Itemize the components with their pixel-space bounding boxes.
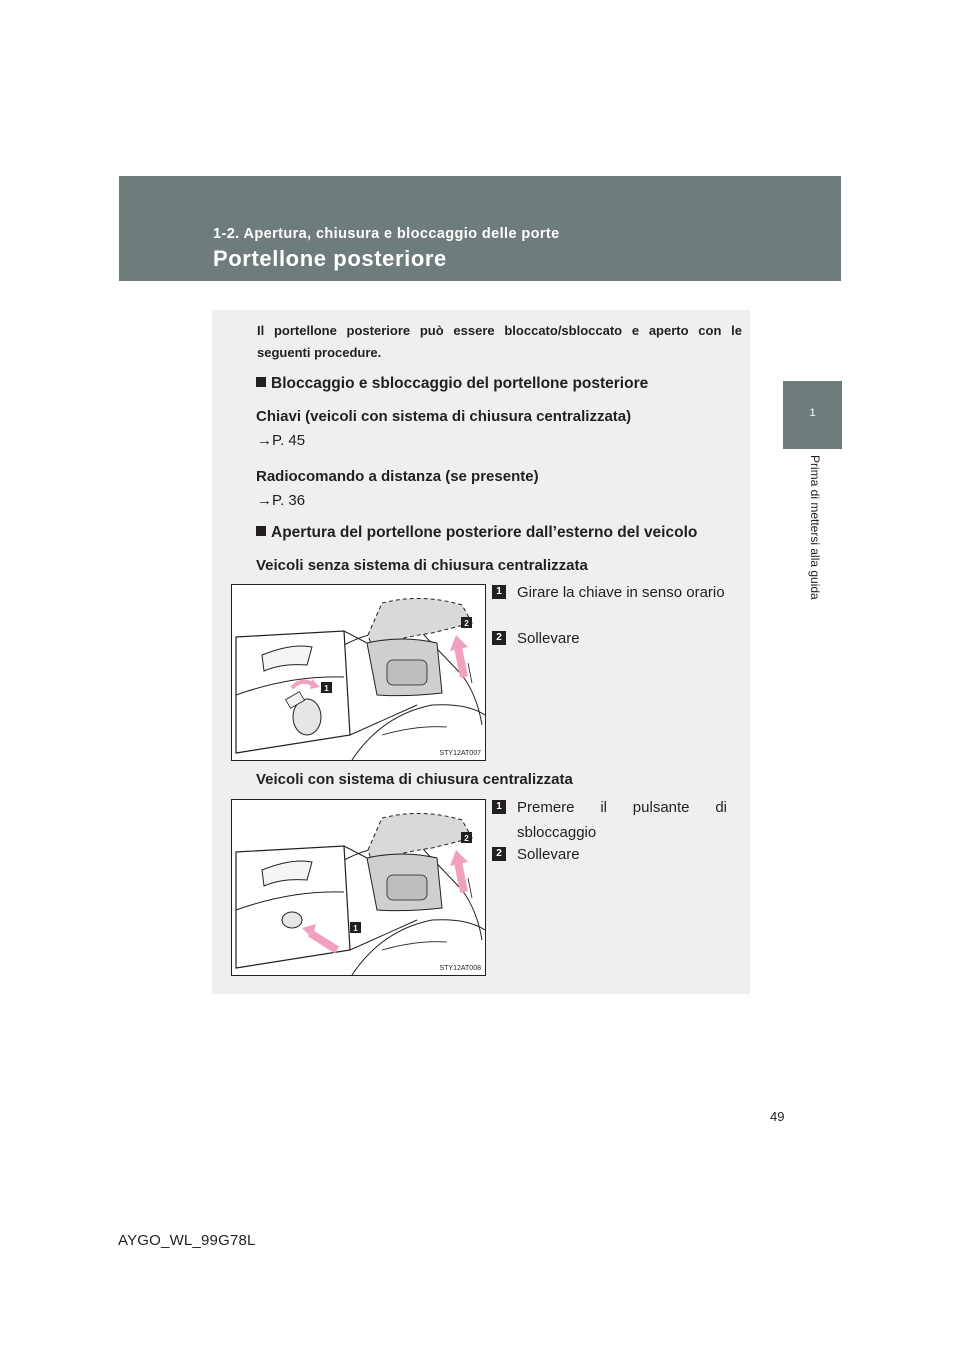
figure-button-unlock	[231, 799, 486, 976]
case2-title: Veicoli con sistema di chiusura centralizzata	[256, 771, 573, 788]
section-title: 1-2. Apertura, chiusura e bloccaggio delle porte	[213, 226, 560, 242]
step-number-badge: 2	[492, 631, 506, 645]
square-bullet-icon	[256, 377, 266, 387]
case1-step-2	[492, 626, 727, 651]
svg-text:1: 1	[353, 924, 358, 933]
step-text: Sollevare	[517, 630, 580, 647]
item-keys-ref-link[interactable]: →P. 45	[257, 432, 306, 449]
chapter-number: 1	[809, 407, 816, 419]
page-title: Portellone posteriore	[213, 246, 447, 271]
document-code: AYGO_WL_99G78L	[118, 1232, 256, 1249]
svg-text:2: 2	[464, 619, 469, 628]
step-text: Premere il pulsante di sbloccaggio	[517, 799, 727, 841]
case1-title: Veicoli senza sistema di chiusura centralizzata	[256, 557, 588, 574]
case2-step-2	[492, 842, 727, 867]
section-heading-open	[256, 524, 697, 542]
page-number: 49	[770, 1109, 785, 1124]
figure-code: STY12AT007	[439, 750, 481, 757]
square-bullet-icon	[256, 526, 266, 536]
case2-step-1	[492, 795, 727, 845]
section-heading-open-text: Apertura del portellone posteriore dall’esterno del veicolo	[271, 524, 698, 541]
step-text: Sollevare	[517, 846, 580, 863]
section-heading-lock	[256, 375, 648, 393]
tailgate-key-illustration	[232, 585, 485, 760]
case1-step-1	[492, 580, 727, 605]
tailgate-button-illustration	[232, 800, 485, 975]
svg-text:2: 2	[464, 834, 469, 843]
figure-code: STY12AT008	[439, 965, 481, 972]
svg-text:1: 1	[324, 684, 329, 693]
item-keys-title: Chiavi (veicoli con sistema di chiusura centralizzata)	[256, 408, 632, 425]
step-number-badge: 1	[492, 585, 506, 599]
item-remote-title: Radiocomando a distanza (se presente)	[256, 468, 539, 485]
item-remote-ref-link[interactable]: →P. 36	[257, 492, 306, 509]
chapter-label: Prima di mettersi alla guida	[808, 455, 822, 600]
figure-key-unlock	[231, 584, 486, 761]
step-text: Girare la chiave in senso orario	[517, 584, 725, 601]
section-heading-lock-text: Bloccaggio e sbloccaggio del portellone posteriore	[271, 375, 649, 392]
step-number-badge: 1	[492, 800, 506, 814]
chapter-header	[119, 176, 841, 281]
chapter-tab	[783, 381, 842, 449]
content-box	[212, 310, 750, 994]
intro-text: Il portellone posteriore può essere bloccato/sbloccato e aperto con le seguenti procedure.	[257, 323, 742, 360]
step-number-badge: 2	[492, 847, 506, 861]
